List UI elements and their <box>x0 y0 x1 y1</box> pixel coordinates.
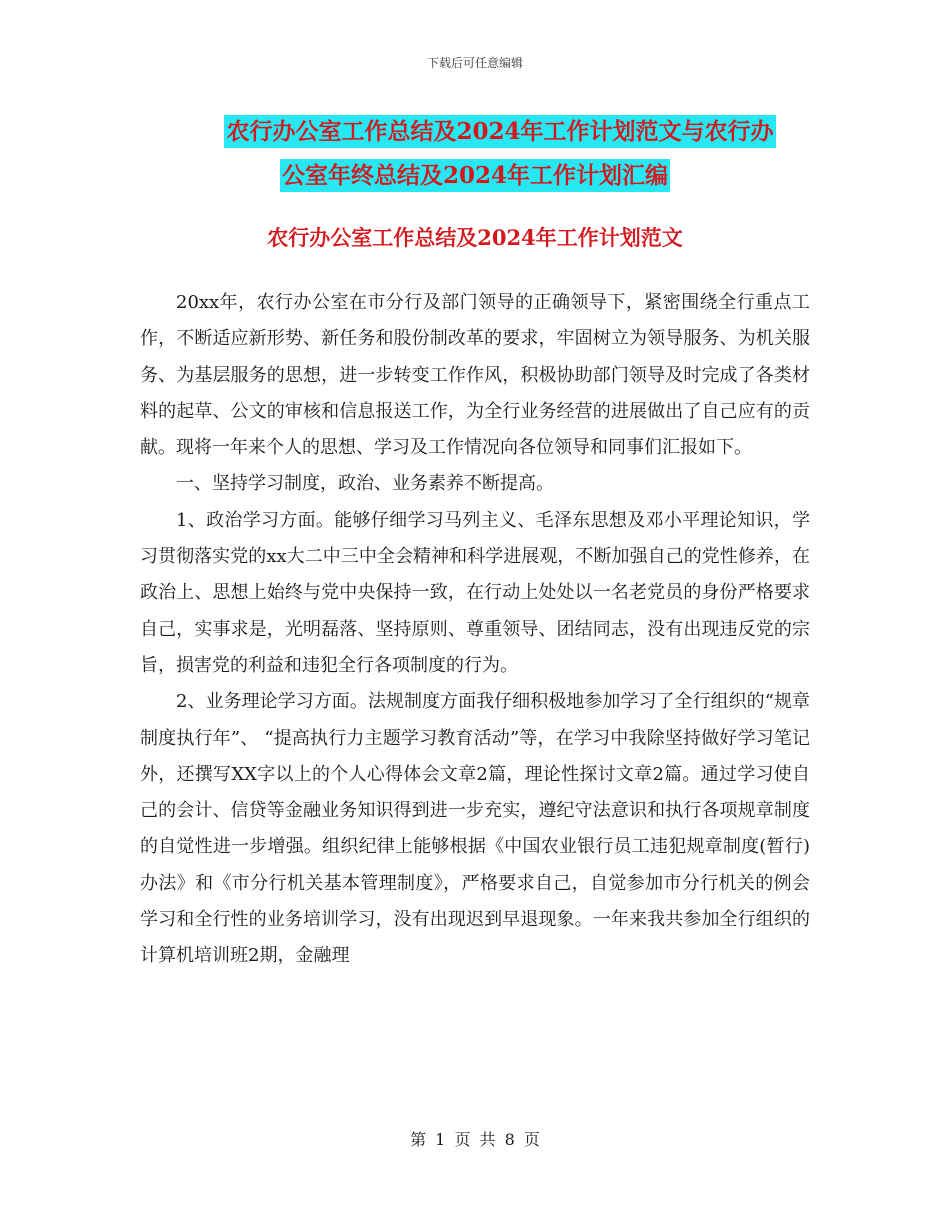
paragraph: 20xx年，农行办公室在市分行及部门领导的正确领导下，紧密围绕全行重点工作，不断适应新形势、新任务和股份制改革的要求，牢固树立为领导服务、为机关服务、为基层服务的思想，进一步转变工作作风，积极协助部门领导及时完成了各类材料的起草、公文的审核和信息报送工作，为全行业务经营的进展做出了自己应有的贡献。现将一年来个人的思想、学习及工作情况向各位领导和同事们汇报如下。 <box>140 292 810 459</box>
document-title-line-2: 公室年终总结及2024年工作计划汇编 <box>280 159 670 192</box>
document-title-line-1: 农行办公室工作总结及2024年工作计划范文与农行办 <box>224 115 775 148</box>
document-title <box>0 110 950 198</box>
document-body <box>140 285 810 975</box>
paragraph: 一、坚持学习制度，政治、业务素养不断提高。 <box>176 473 554 495</box>
section-title: 农行办公室工作总结及2024年工作计划范文 <box>267 225 683 250</box>
paragraph: 2、业务理论学习方面。法规制度方面我仔细积极地参加学习了全行组织的“规章制度执行年”、 “提高执行力主题学习教育活动”等，在学习中我除坚持做好学习笔记外，还撰写XX字以上的个人心得体会文章2篇，理论性探讨文章2篇。通过学习使自己的会计、信贷等金融业务知识得到进一步充实，遵纪守法意识和执行各项规章制度的自觉性进一步增强。组织纪律上能够根据《中国农业银行员工违犯规章制度(暂行)办法》和《市分行机关基本管理制度》，严格要求自己，自觉参加市分行机关的例会学习和全行性的业务培训学习，没有出现迟到早退现象。一年来我共参加全行组织的计算机培训班2期，金融理 <box>140 691 810 967</box>
page-footer: 第 1 页 共 8 页 <box>410 1130 540 1149</box>
paragraph: 1、政治学习方面。能够仔细学习马列主义、毛泽东思想及邓小平理论知识，学习贯彻落实党的xx大二中三中全会精神和科学进展观，不断加强自己的党性修养，在政治上、思想上始终与党中央保持一致，在行动上处处以一名老党员的身份严格要求自己，实事求是，光明磊落、坚持原则、尊重领导、团结同志，没有出现违反党的宗旨，损害党的利益和违犯全行各项制度的行为。 <box>140 509 810 676</box>
header-note: 下载后可任意编辑 <box>426 56 523 70</box>
